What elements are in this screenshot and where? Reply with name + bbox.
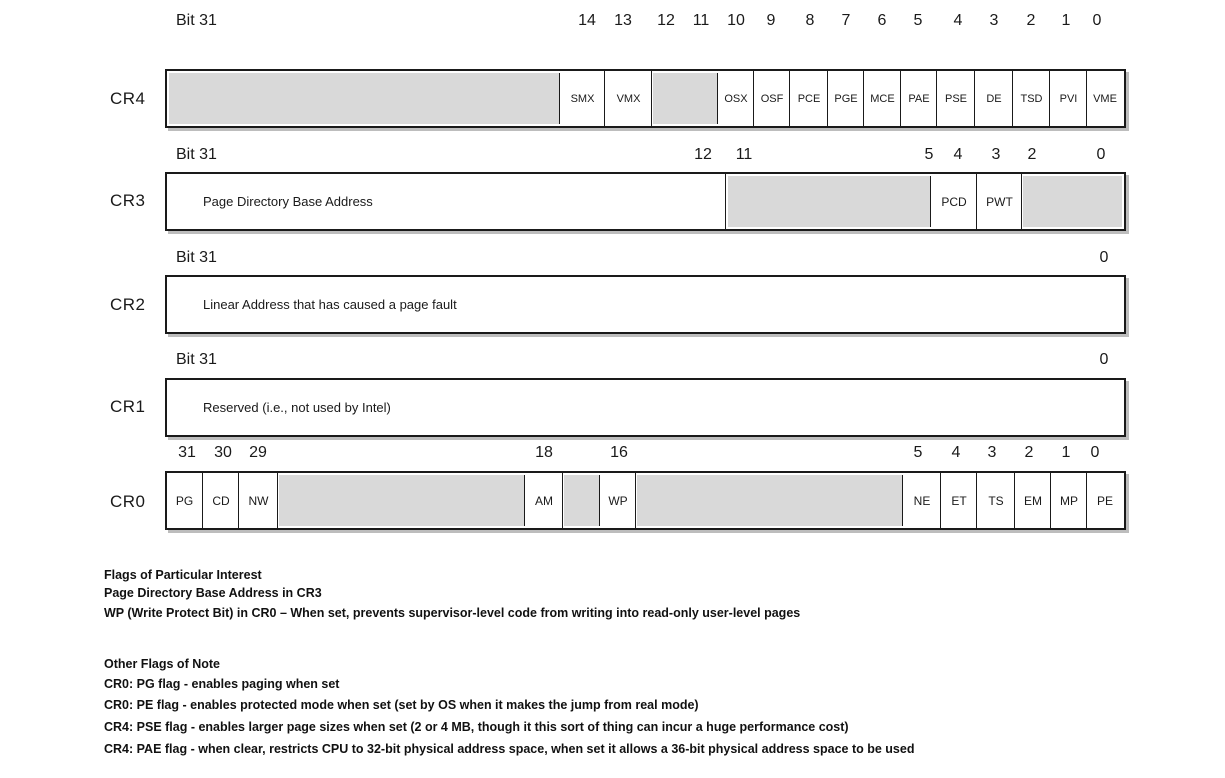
cr3-bit-11: 11	[735, 146, 753, 163]
cr0-reserved-17	[564, 475, 600, 526]
other-item-2: CR0: PE flag - enables protected mode when set (set by OS when it makes the jump from real mode)	[104, 698, 699, 712]
cr4-flag-vmx: VMX	[606, 71, 652, 126]
cr4-bit-8: 8	[805, 12, 815, 29]
cr2-linear-address: Linear Address that has caused a page fault	[203, 297, 457, 312]
cr4-bit-13: 13	[614, 12, 632, 29]
cr0-box	[165, 471, 1126, 530]
cr1-box	[165, 378, 1126, 437]
cr0-bit-1: 1	[1061, 444, 1071, 461]
other-item-4: CR4: PAE flag - when clear, restricts CPU to 32-bit physical address space, when set it allows a 36-bit physical address space to be used	[104, 742, 915, 756]
cr4-label: CR4	[110, 89, 146, 108]
cr2-bit-0: 0	[1099, 249, 1109, 266]
cr4-box	[165, 69, 1126, 128]
cr0-bit-0: 0	[1090, 444, 1100, 461]
cr2-bit31-label: Bit 31	[176, 249, 217, 266]
cr3-bit-12: 12	[694, 146, 712, 163]
cr4-bit-7: 7	[841, 12, 851, 29]
cr4-flag-osf: OSF	[755, 71, 790, 126]
cr4-flag-pse: PSE	[938, 71, 975, 126]
cr0-bit-3: 3	[987, 444, 997, 461]
cr4-flag-pce: PCE	[791, 71, 828, 126]
cr4-bit-5: 5	[913, 12, 923, 29]
cr0-reserved-15-6	[637, 475, 903, 526]
cr3-bit-4: 4	[953, 146, 963, 163]
cr4-flag-tsd: TSD	[1014, 71, 1050, 126]
cr3-label: CR3	[110, 191, 146, 210]
cr4-flag-de: DE	[976, 71, 1013, 126]
cr0-flag-nw: NW	[240, 473, 278, 528]
cr0-bit-18: 18	[535, 444, 553, 461]
cr3-page-directory-base-address: Page Directory Base Address	[167, 174, 726, 229]
cr4-bit-14: 14	[578, 12, 596, 29]
cr4-bit-0: 0	[1092, 12, 1102, 29]
cr1-bit-0: 0	[1099, 351, 1109, 368]
cr3-bit-0: 0	[1096, 146, 1106, 163]
cr4-flag-mce: MCE	[865, 71, 901, 126]
other-header: Other Flags of Note	[104, 657, 220, 671]
other-item-1: CR0: PG flag - enables paging when set	[104, 677, 340, 691]
cr3-flag-pwt: PWT	[978, 174, 1022, 229]
interest-header: Flags of Particular Interest	[104, 568, 262, 582]
cr3-bit31-label: Bit 31	[176, 146, 217, 163]
cr0-flag-ne: NE	[904, 473, 941, 528]
interest-item-1: Page Directory Base Address in CR3	[104, 586, 322, 600]
cr0-bit-4: 4	[951, 444, 961, 461]
cr0-flag-cd: CD	[204, 473, 239, 528]
cr4-flag-pge: PGE	[829, 71, 864, 126]
cr4-flag-osx: OSX	[719, 71, 754, 126]
cr4-bit-9: 9	[766, 12, 776, 29]
cr0-reserved-28-19	[279, 475, 525, 526]
cr4-bit31-label: Bit 31	[176, 12, 217, 29]
cr0-bit-5: 5	[913, 444, 923, 461]
cr3-bit-3: 3	[991, 146, 1001, 163]
cr2-label: CR2	[110, 295, 146, 314]
cr4-bit-6: 6	[877, 12, 887, 29]
cr0-flag-em: EM	[1016, 473, 1051, 528]
cr3-reserved-2-0	[1023, 176, 1122, 227]
cr0-bit-30: 30	[214, 444, 232, 461]
cr0-flag-pg: PG	[167, 473, 203, 528]
cr3-reserved-11-5	[728, 176, 931, 227]
cr3-bit-2: 2	[1027, 146, 1037, 163]
cr0-flag-et: ET	[942, 473, 977, 528]
cr0-bit-29: 29	[249, 444, 267, 461]
cr4-reserved-12-11	[653, 73, 718, 124]
cr0-flag-pe: PE	[1096, 493, 1113, 508]
cr1-bit31-label: Bit 31	[176, 351, 217, 368]
cr0-flag-am: AM	[526, 473, 563, 528]
cr4-bit-10: 10	[727, 12, 745, 29]
cr0-flag-wp: WP	[601, 473, 636, 528]
cr4-flag-pvi: PVI	[1051, 71, 1087, 126]
cr0-bit-2: 2	[1024, 444, 1034, 461]
other-item-3: CR4: PSE flag - enables larger page sizes when set (2 or 4 MB, though it this sort of thing can incur a huge performance cost)	[104, 720, 849, 734]
cr0-bit-16: 16	[610, 444, 628, 461]
cr0-flag-mp: MP	[1052, 473, 1087, 528]
cr4-flag-pae: PAE	[902, 71, 937, 126]
cr1-label: CR1	[110, 397, 146, 416]
cr4-bit-4: 4	[953, 12, 963, 29]
interest-item-2: WP (Write Protect Bit) in CR0 – When set, prevents supervisor-level code from writing into read-only user-level pages	[104, 606, 801, 620]
cr4-flag-smx: SMX	[561, 71, 605, 126]
cr0-bit-31: 31	[178, 444, 196, 461]
cr3-flag-pcd: PCD	[932, 174, 977, 229]
cr4-bit-12: 12	[657, 12, 675, 29]
cr3-box	[165, 172, 1126, 231]
cr4-bit-2: 2	[1026, 12, 1036, 29]
cr4-bit-3: 3	[989, 12, 999, 29]
cr4-bit-1: 1	[1061, 12, 1071, 29]
cr0-label: CR0	[110, 492, 146, 511]
cr4-bit-11: 11	[692, 12, 710, 29]
cr1-reserved: Reserved (i.e., not used by Intel)	[203, 400, 391, 415]
cr3-bit-5: 5	[924, 146, 934, 163]
cr2-box	[165, 275, 1126, 334]
cr0-flag-ts: TS	[978, 473, 1015, 528]
cr4-reserved-high	[169, 73, 560, 124]
cr4-flag-vme: VME	[1093, 92, 1117, 105]
